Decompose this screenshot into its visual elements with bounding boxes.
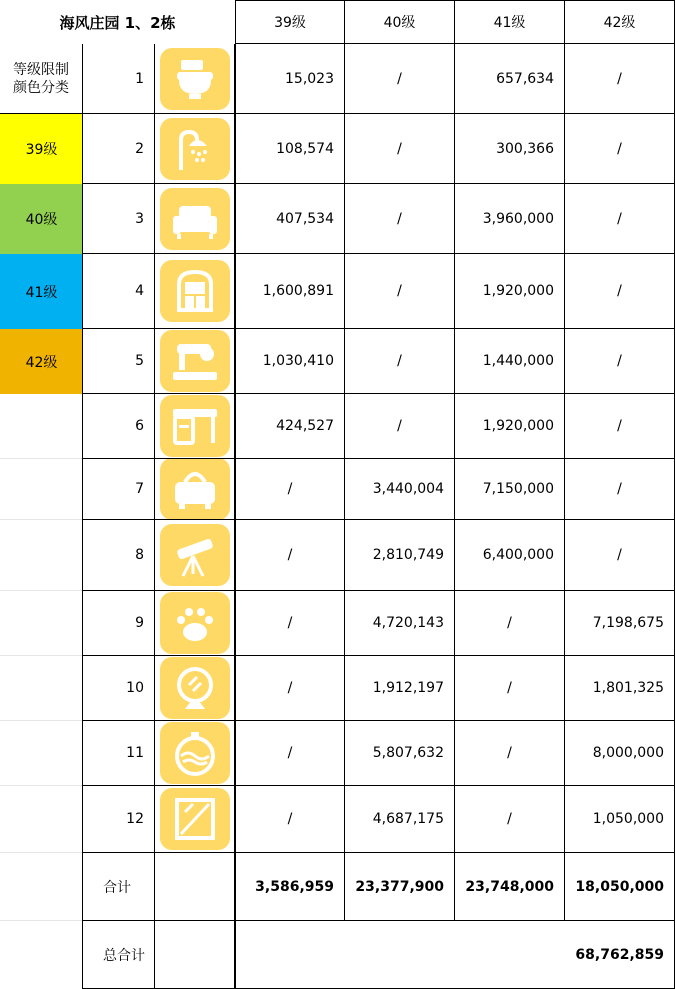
sofa-icon xyxy=(160,188,230,250)
icon-cell[interactable] xyxy=(155,721,235,786)
legend-40[interactable]: 40级 xyxy=(0,184,83,254)
legend-label-line1: 等级限制 xyxy=(13,61,69,78)
subtotal-label[interactable]: 合计 xyxy=(83,853,155,921)
legend-label[interactable] xyxy=(0,44,83,114)
empty-cell[interactable] xyxy=(0,459,83,520)
value-39[interactable]: 407,534 xyxy=(235,184,345,254)
value-40[interactable]: / xyxy=(345,254,455,329)
value-41[interactable]: / xyxy=(455,721,565,786)
row-number[interactable]: 7 xyxy=(83,459,155,520)
empty-cell[interactable] xyxy=(0,721,83,786)
value-40[interactable]: 1,912,197 xyxy=(345,656,455,721)
level-40-header[interactable]: 40级 xyxy=(345,0,455,44)
grand-total-value[interactable]: 68,762,859 xyxy=(235,921,675,989)
row-number[interactable]: 2 xyxy=(83,114,155,184)
legend-39[interactable]: 39级 xyxy=(0,114,83,184)
toilet-icon xyxy=(160,48,230,110)
value-39[interactable]: / xyxy=(235,786,345,853)
icon-cell[interactable] xyxy=(155,786,235,853)
value-41[interactable]: 657,634 xyxy=(455,44,565,114)
empty-cell[interactable] xyxy=(0,591,83,656)
value-41[interactable]: 7,150,000 xyxy=(455,459,565,520)
icon-cell[interactable] xyxy=(155,184,235,254)
value-41[interactable]: 1,920,000 xyxy=(455,254,565,329)
row-number[interactable]: 8 xyxy=(83,520,155,591)
value-39[interactable]: 1,600,891 xyxy=(235,254,345,329)
value-40[interactable]: / xyxy=(345,184,455,254)
row-number[interactable]: 1 xyxy=(83,44,155,114)
value-41[interactable]: 1,920,000 xyxy=(455,394,565,459)
value-42[interactable]: 1,050,000 xyxy=(565,786,675,853)
value-39[interactable]: 108,574 xyxy=(235,114,345,184)
row-number[interactable]: 5 xyxy=(83,329,155,394)
value-41[interactable]: / xyxy=(455,786,565,853)
legend-label-line2: 颜色分类 xyxy=(13,79,69,96)
window-icon xyxy=(160,788,230,850)
empty-cell[interactable] xyxy=(0,656,83,721)
icon-cell[interactable] xyxy=(155,591,235,656)
value-39[interactable]: / xyxy=(235,520,345,591)
value-39[interactable]: 15,023 xyxy=(235,44,345,114)
empty-cell[interactable] xyxy=(155,921,235,989)
value-42[interactable]: 1,801,325 xyxy=(565,656,675,721)
value-42[interactable]: / xyxy=(565,254,675,329)
empty-cell[interactable] xyxy=(0,394,83,459)
row-number[interactable]: 11 xyxy=(83,721,155,786)
icon-cell[interactable] xyxy=(155,520,235,591)
legend-41[interactable]: 41级 xyxy=(0,254,83,329)
value-42[interactable]: / xyxy=(565,114,675,184)
value-40[interactable]: 5,807,632 xyxy=(345,721,455,786)
value-42[interactable]: 7,198,675 xyxy=(565,591,675,656)
icon-cell[interactable] xyxy=(155,254,235,329)
value-41[interactable]: / xyxy=(455,591,565,656)
value-39[interactable]: 424,527 xyxy=(235,394,345,459)
value-41[interactable]: 1,440,000 xyxy=(455,329,565,394)
value-40[interactable]: 3,440,004 xyxy=(345,459,455,520)
sewing-machine-icon xyxy=(160,330,230,392)
value-39[interactable]: / xyxy=(235,459,345,520)
value-40[interactable]: 4,687,175 xyxy=(345,786,455,853)
icon-cell[interactable] xyxy=(155,329,235,394)
value-40[interactable]: 4,720,143 xyxy=(345,591,455,656)
subtotal-40[interactable]: 23,377,900 xyxy=(345,853,455,921)
mirror-icon xyxy=(160,657,230,719)
icon-cell[interactable] xyxy=(155,459,235,520)
cabinet-icon xyxy=(160,260,230,322)
value-42[interactable]: / xyxy=(565,520,675,591)
icon-cell[interactable] xyxy=(155,394,235,459)
value-39[interactable]: / xyxy=(235,591,345,656)
icon-cell[interactable] xyxy=(155,656,235,721)
row-number[interactable]: 12 xyxy=(83,786,155,853)
row-number[interactable]: 4 xyxy=(83,254,155,329)
basket-icon xyxy=(160,459,230,520)
grand-total-label[interactable]: 总合计 xyxy=(83,921,155,989)
icon-cell[interactable] xyxy=(155,114,235,184)
subtotal-42[interactable]: 18,050,000 xyxy=(565,853,675,921)
value-42[interactable]: / xyxy=(565,329,675,394)
legend-42[interactable]: 42级 xyxy=(0,329,83,394)
value-42[interactable]: 8,000,000 xyxy=(565,721,675,786)
value-39[interactable]: / xyxy=(235,656,345,721)
empty-cell[interactable] xyxy=(0,520,83,591)
subtotal-41[interactable]: 23,748,000 xyxy=(455,853,565,921)
shower-icon xyxy=(160,118,230,180)
row-number[interactable]: 6 xyxy=(83,394,155,459)
value-42[interactable]: / xyxy=(565,184,675,254)
value-39[interactable]: / xyxy=(235,721,345,786)
value-40[interactable]: / xyxy=(345,394,455,459)
level-41-header[interactable]: 41级 xyxy=(455,0,565,44)
row-number[interactable]: 10 xyxy=(83,656,155,721)
value-42[interactable]: / xyxy=(565,459,675,520)
value-41[interactable]: 3,960,000 xyxy=(455,184,565,254)
value-40[interactable]: / xyxy=(345,44,455,114)
row-number[interactable]: 9 xyxy=(83,591,155,656)
value-41[interactable]: 6,400,000 xyxy=(455,520,565,591)
empty-cell[interactable] xyxy=(0,853,83,921)
level-42-header[interactable]: 42级 xyxy=(565,0,675,44)
value-41[interactable]: 300,366 xyxy=(455,114,565,184)
value-41[interactable]: / xyxy=(455,656,565,721)
sheet-title[interactable]: 海风庄园 1、2栋 xyxy=(59,13,176,32)
desk-icon xyxy=(160,395,230,457)
value-40[interactable]: 2,810,749 xyxy=(345,520,455,591)
value-42[interactable]: / xyxy=(565,44,675,114)
empty-cell[interactable] xyxy=(155,853,235,921)
level-39-header[interactable]: 39级 xyxy=(235,0,345,44)
value-42[interactable]: / xyxy=(565,394,675,459)
value-39[interactable]: 1,030,410 xyxy=(235,329,345,394)
paw-icon xyxy=(160,592,230,654)
washing-icon xyxy=(160,722,230,784)
value-40[interactable]: / xyxy=(345,114,455,184)
value-40[interactable]: / xyxy=(345,329,455,394)
row-number[interactable]: 3 xyxy=(83,184,155,254)
telescope-icon xyxy=(160,524,230,586)
empty-cell[interactable] xyxy=(0,786,83,853)
subtotal-39[interactable]: 3,586,959 xyxy=(235,853,345,921)
icon-cell[interactable] xyxy=(155,44,235,114)
